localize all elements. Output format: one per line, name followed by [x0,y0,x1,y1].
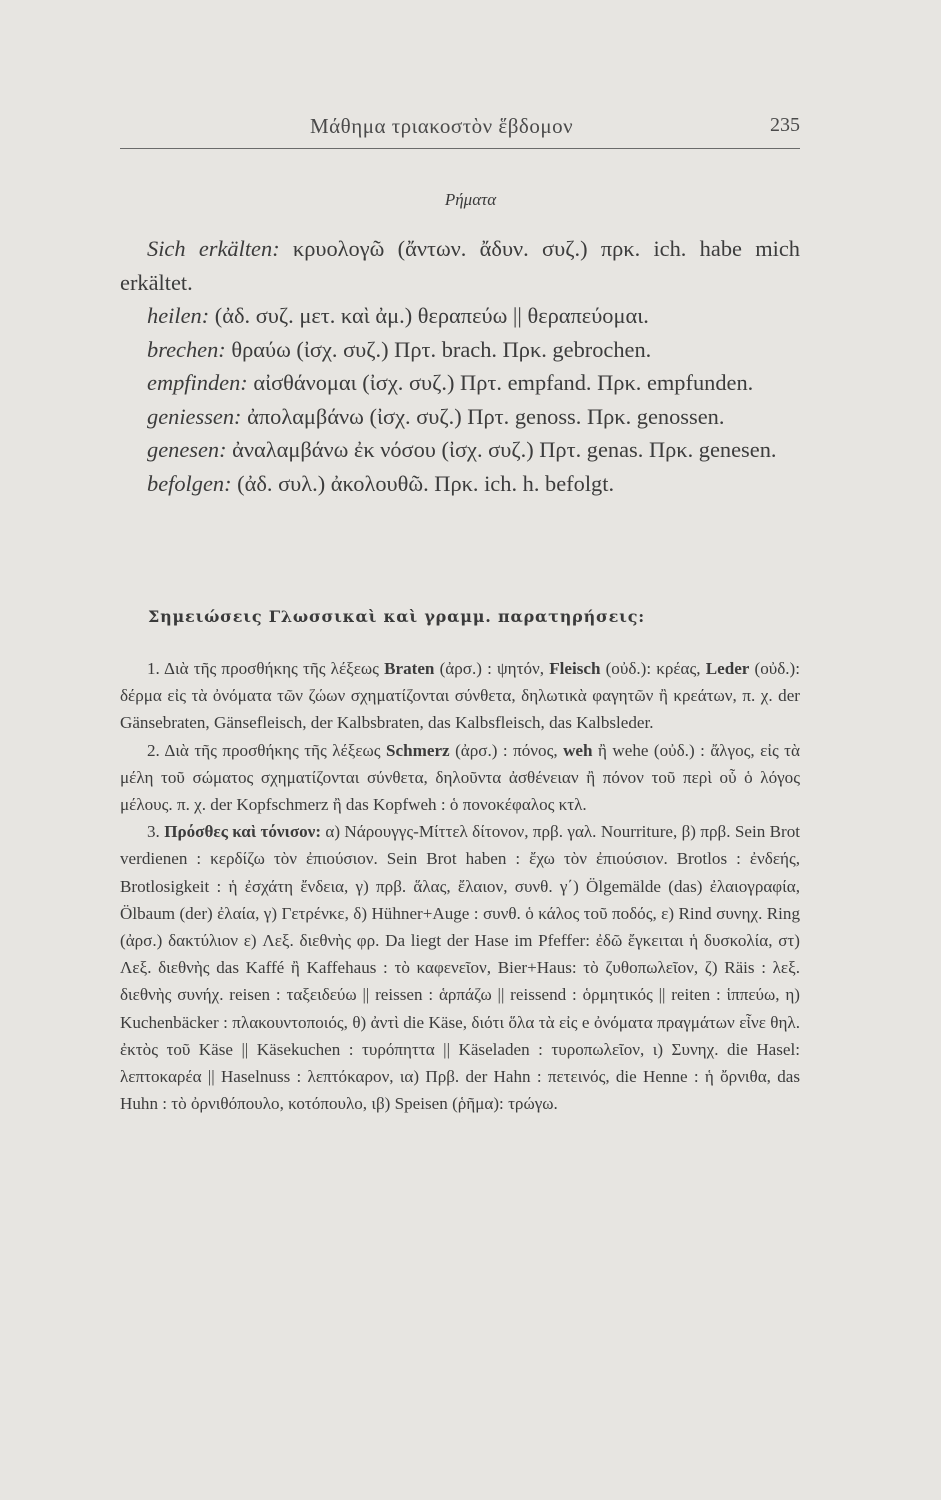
verb-entry [120,400,800,434]
running-title: Μάθημα τριακοστὸν ἕβδομον [310,114,574,138]
note-text: (οὐδ.): κρέας, [600,659,706,678]
verb-entry [120,333,800,367]
notes-list [120,655,800,1117]
verb-word: brechen: [147,336,226,362]
note-text: (ἀρσ.) : πόνος, [449,740,564,760]
verb-definition: θραύω (ἰσχ. συζ.) Πρτ. brach. Πρκ. gebrochen. [225,336,652,362]
note-text: ἢ wehe (οὐδ.) : ἄλγος, εἰς τὰ μέλη τοῦ σώματος σχηματίζονται σύνθετα, δηλοῦντα ἀσθένειαν ἢ πόνον τοῦ περὶ οὗ ὁ λόγος μέλους. π. χ. der Kopfschmerz ἢ das Kopfweh : ὁ πονοκέφαλος κτλ. [120,740,800,815]
verb-entry [120,232,800,299]
verb-definition: (ἀδ. συζ. μετ. καὶ ἀμ.) θεραπεύω || θεραπεύομαι. [209,303,649,328]
verb-definition: (ἀδ. συλ.) ἀκολουθῶ. Πρκ. ich. h. befolgt. [231,470,615,496]
verb-definition: αἰσθάνομαι (ἰσχ. συζ.) Πρτ. empfand. Πρκ. empfunden. [247,370,754,395]
page-header [120,112,800,149]
verb-word: Sich erkälten: [147,236,280,261]
verb-word: geniessen: [147,403,242,429]
verb-entry [120,467,800,501]
verb-word: genesen: [147,437,227,462]
note-text: 3. [147,822,165,842]
note-text: α) Νάρουγγς-Μίττελ δίτονον, πρβ. γαλ. Nourriture, β) πρβ. Sein Brot verdienen : κερδίζω τὸν ἐπιούσιον. Sein Brot haben : ἔχω τὸν ἐπιούσιον. Brotlos : ἐνδεής, Brotlosigkeit : ἡ ἐσχάτη ἔνδεια, γ) πρβ. ἅλας, ἔλαιον, συνθ. γ΄) Ölgemälde (das) ἐλαιογραφία, Ölbaum (der) ἐλαία, γ) Γετρένκε, δ) Hühner+Auge : συνθ. ὁ κάλος τοῦ ποδός, ε) Rind συνηχ. Ring (ἀρσ.) δακτύλιον ε) Λεξ. διεθνὴς φρ. Da liegt der Hase im Pfeffer: ἐδῶ ἔγκειται ἡ δυσκολία, στ) Λεξ. διεθνὴς das Kaffé ἢ Kaffehaus : τὸ καφενεῖον, Bier+Haus: τὸ ζυθοπωλεῖον, ζ) Räis : λεξ. διεθνὴς συνήχ. reisen : ταξειδεύω || reissen : ἁρπάζω || reissend : ὁρμητικός || reiten : ἱππεύω, η) Kuchenbäcker : πλακουντοποιός, θ) ἀντὶ die Käse, διότι ὅλα τὰ εἰς e ὀνόματα πραγμάτων εἶνε θηλ. ἐκτὸς τοῦ Käse || Käsekuchen : τυρόπηττα || Käseladen : τυροπωλεῖον, ι) Συνηχ. die Hasel: λεπτοκαρέα || Haselnuss : λεπτόκαρον, ια) Πρβ. der Hahn : πετεινός, die Henne : ἡ ὄρνιθα, das Huhn : τὸ ὀρνιθόπουλο, κοτόπουλο, ιβ) Speisen (ῥῆμα): τρώγω. [120,822,800,1114]
verb-entry [120,366,800,400]
verb-word: heilen: [147,303,210,328]
bold-term: Πρόσθες καὶ τόνισον: [164,822,322,842]
verb-list [120,232,800,500]
page-number: 235 [770,114,800,136]
section-title: Ρήματα [444,190,497,209]
verb-entry [120,433,800,467]
bold-term: weh [563,740,593,760]
verb-word: befolgen: [147,470,232,496]
note-text: 1. Διὰ τῆς προσθήκης τῆς λέξεως [147,659,385,678]
bold-term: Braten [384,659,435,678]
bold-term: Schmerz [386,740,450,760]
bold-term: Leder [705,659,750,678]
bold-term: Fleisch [549,659,601,678]
note-1 [120,655,800,737]
verb-word: empfinden: [147,370,248,395]
note-2 [120,737,800,819]
note-3 [120,818,800,1117]
note-text: 2. Διὰ τῆς προσθήκης τῆς λέξεως [147,740,387,760]
notes-title: Σημειώσεις Γλωσσικαὶ καὶ γραμμ. παρατηρήσεις: [148,607,645,626]
note-text: (ἀρσ.) : ψητόν, [434,659,550,678]
verb-definition: ἀναλαμβάνω ἐκ νόσου (ἰσχ. συζ.) Πρτ. genas. Πρκ. genesen. [226,437,777,462]
verb-definition: κρυολογῶ (ἄντων. ἄδυν. συζ.) πρκ. ich. habe mich erkältet. [120,236,801,295]
verb-entry [120,299,800,333]
verb-definition: ἀπολαμβάνω (ἰσχ. συζ.) Πρτ. genoss. Πρκ. genossen. [241,403,725,429]
note-text: (οὐδ.): δέρμα εἰς τὰ ὀνόματα τῶν ζώων σχηματίζονται σύνθετα, δηλωτικὰ φαγητῶν ἢ κρεάτων, π. χ. der Gänsebraten, Gänsefleisch, der Kalbsbraten, das Kalbsfleisch, das Kalbsleder. [120,659,800,733]
